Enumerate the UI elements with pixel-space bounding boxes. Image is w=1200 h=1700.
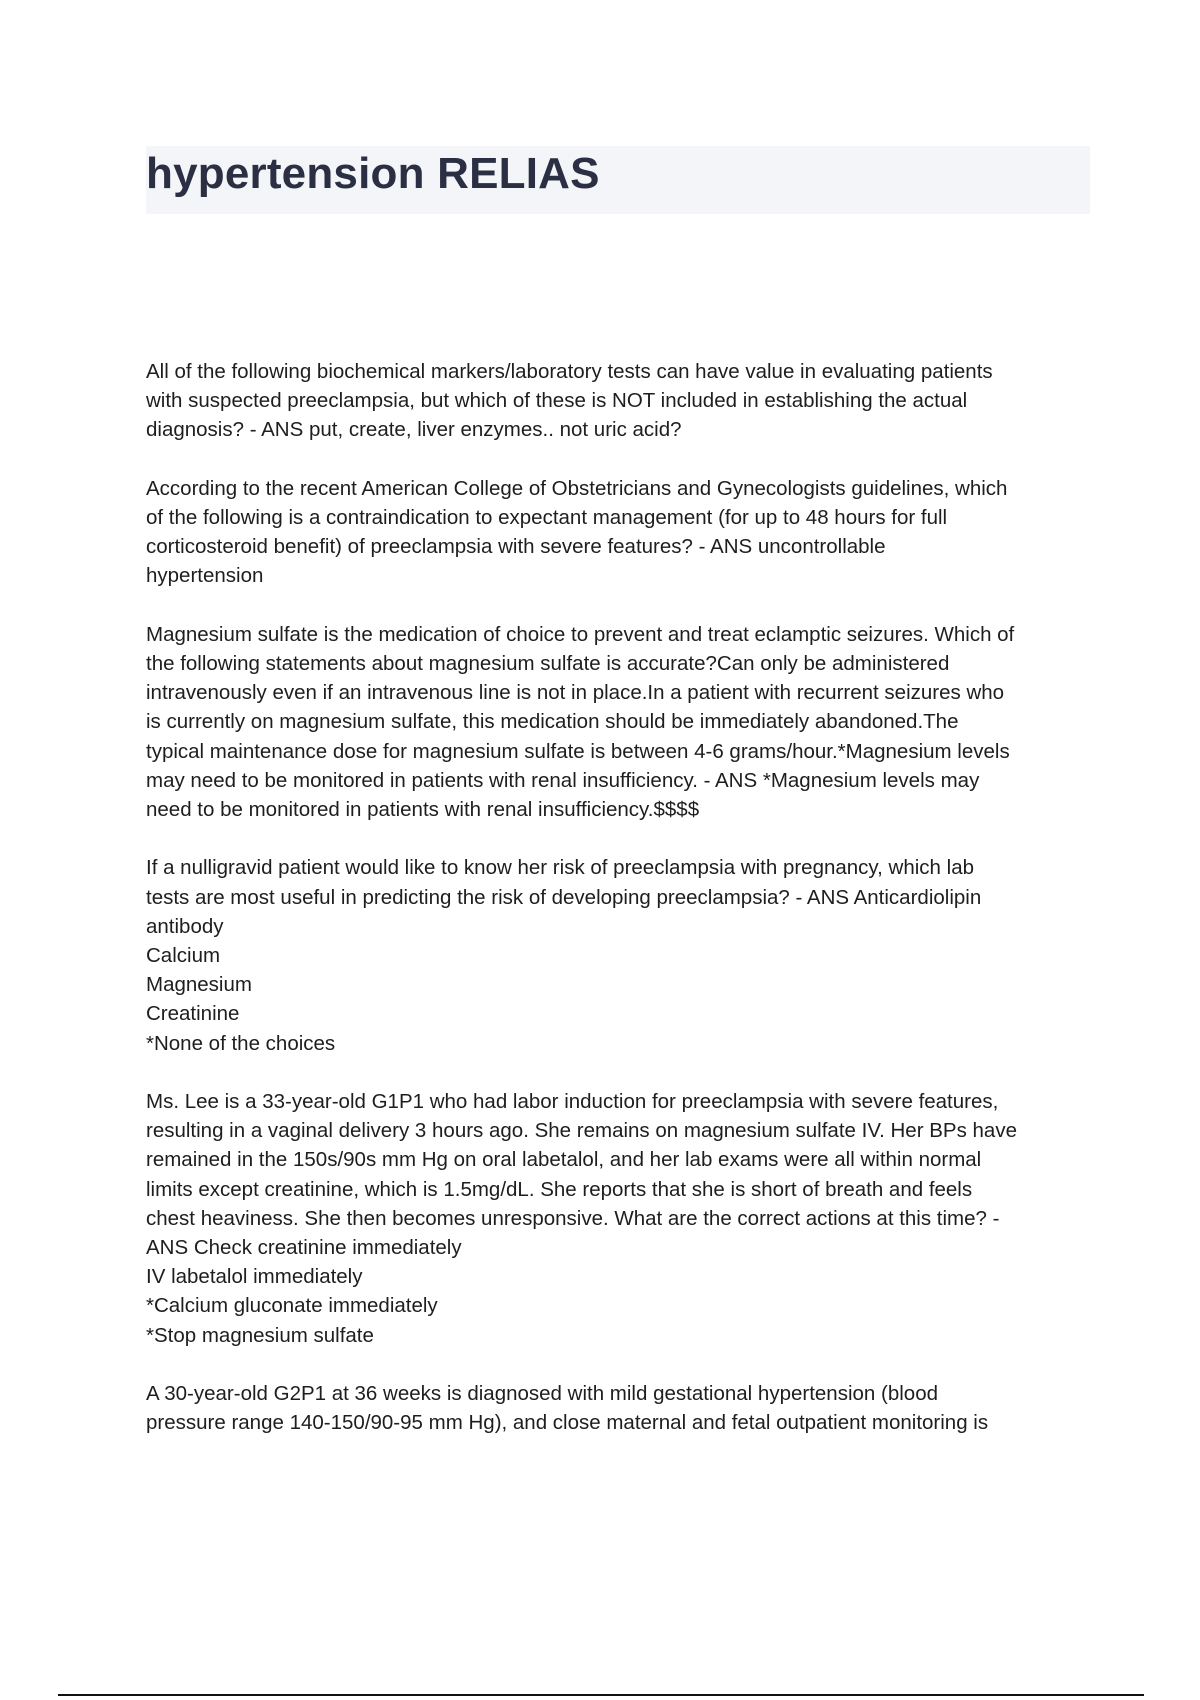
text-line: intravenously even if an intravenous line is not in place.In a patient with recurrent seizures who — [146, 681, 1005, 705]
question-paragraph-1 — [146, 357, 1096, 445]
text-line: Calcium — [146, 944, 221, 968]
text-line: of the following is a contraindication to expectant management (for up to 48 hours for full — [146, 506, 948, 529]
text-line: If a nulligravid patient would like to know her risk of preeclampsia with pregnancy, which lab — [146, 856, 975, 880]
text-line: *None of the choices — [146, 1031, 336, 1055]
text-line: ANS Check creatinine immediately — [146, 1236, 462, 1260]
document-title: hypertension RELIAS — [146, 149, 600, 198]
text-line: chest heaviness. She then becomes unresponsive. What are the correct actions at this time? - — [146, 1206, 1000, 1230]
text-line: corticosteroid benefit) of preeclampsia with severe features? - ANS uncontrollable — [146, 535, 886, 559]
document-body — [146, 357, 1096, 1467]
text-line: the following statements about magnesium sulfate is accurate?Can only be administered — [146, 652, 950, 675]
text-line: resulting in a vaginal delivery 3 hours ago. She remains on magnesium sulfate IV. Her BPs have — [146, 1119, 1017, 1143]
text-line: remained in the 150s/90s mm Hg on oral labetalol, and her lab exams were all within normal — [146, 1148, 982, 1172]
text-line: is currently on magnesium sulfate, this medication should be immediately abandoned.The — [146, 710, 959, 734]
question-paragraph-2 — [146, 474, 1096, 591]
text-line: Magnesium — [146, 973, 252, 997]
question-paragraph-6 — [146, 1379, 1096, 1437]
text-line: Ms. Lee is a 33-year-old G1P1 who had labor induction for preeclampsia with severe features, — [146, 1090, 999, 1114]
text-line: with suspected preeclampsia, but which of these is NOT included in establishing the actual — [146, 389, 968, 413]
text-line: pressure range 140-150/90-95 mm Hg), and close maternal and fetal outpatient monitoring is — [146, 1411, 989, 1435]
text-line: typical maintenance dose for magnesium sulfate is between 4-6 grams/hour.*Magnesium levels — [146, 739, 1010, 763]
text-line: Creatinine — [146, 1002, 240, 1026]
text-line: may need to be monitored in patients with renal insufficiency. - ANS *Magnesium levels may — [146, 768, 980, 792]
text-line: All of the following biochemical markers/laboratory tests can have value in evaluating patients — [146, 360, 993, 383]
question-paragraph-5 — [146, 1087, 1096, 1350]
text-line: limits except creatinine, which is 1.5mg/dL. She reports that she is short of breath and feels — [146, 1177, 973, 1201]
text-line: IV labetalol immediately — [146, 1265, 363, 1289]
question-paragraph-4 — [146, 853, 1096, 1057]
question-paragraph-3 — [146, 620, 1096, 824]
text-line: Magnesium sulfate is the medication of choice to prevent and treat eclamptic seizures. Which of — [146, 622, 1015, 646]
text-line: need to be monitored in patients with renal insufficiency.$$$$ — [146, 798, 700, 822]
footer-divider — [58, 1694, 1144, 1696]
text-line: diagnosis? - ANS put, create, liver enzymes.. not uric acid? — [146, 418, 682, 442]
text-line: antibody — [146, 914, 224, 938]
text-line: tests are most useful in predicting the risk of developing preeclampsia? - ANS Anticardiolipin — [146, 885, 982, 909]
text-line: A 30-year-old G2P1 at 36 weeks is diagnosed with mild gestational hypertension (blood — [146, 1382, 938, 1406]
text-line: *Stop magnesium sulfate — [146, 1323, 374, 1347]
text-line: hypertension — [146, 564, 264, 588]
text-line: According to the recent American College of Obstetricians and Gynecologists guidelines, which — [146, 476, 1008, 500]
text-line: *Calcium gluconate immediately — [146, 1294, 438, 1318]
